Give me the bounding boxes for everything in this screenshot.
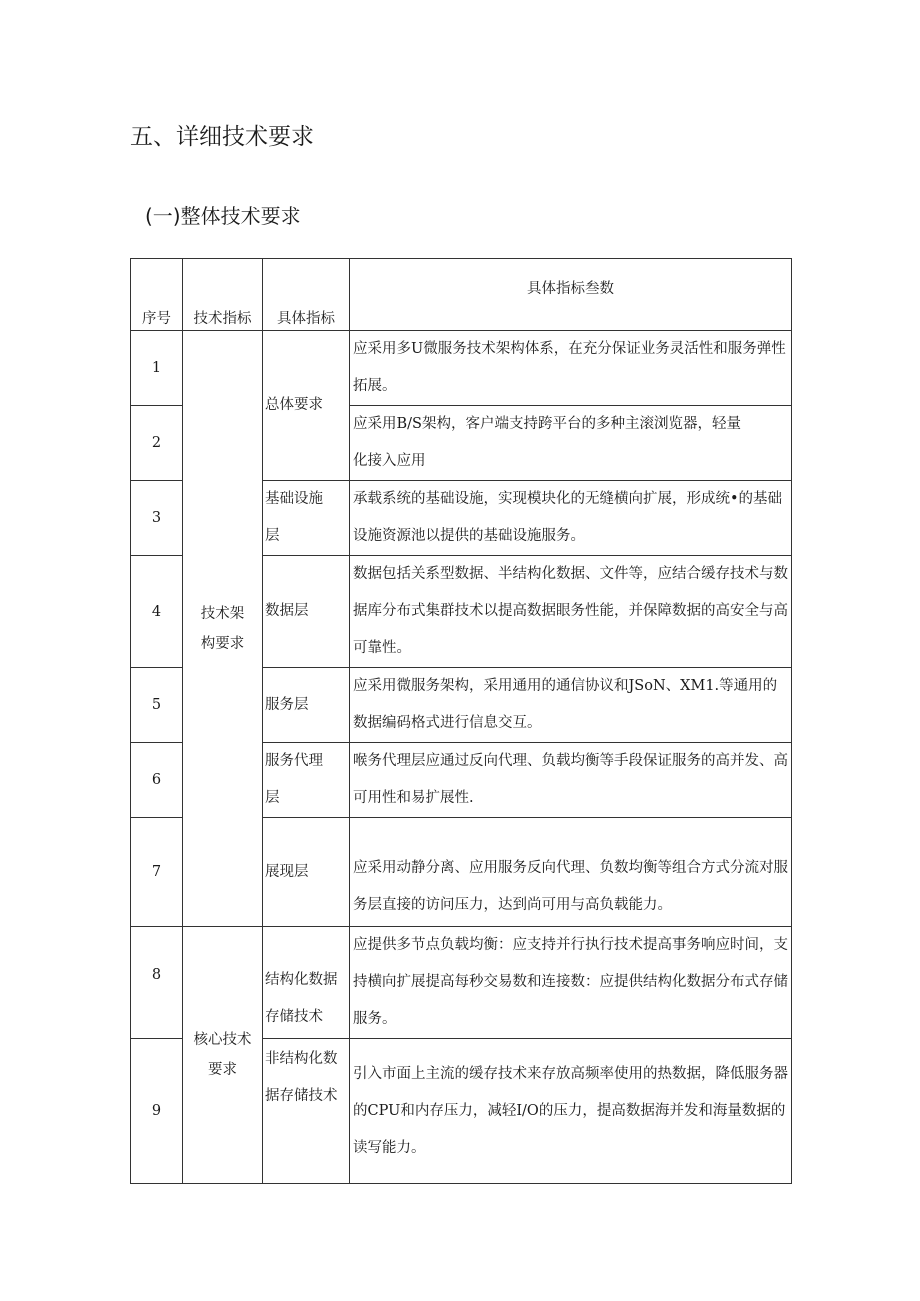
row-no: 2 [131,406,183,481]
row-param: 喉务代理层应通过反向代理、负载均衡等手段保证服务的高并发、高可用性和易扩展性. [350,743,792,818]
header-tech: 技术指标 [183,259,263,331]
row-no: 7 [131,818,183,927]
spec-overall: 总体要求 [263,331,350,481]
header-spec: 具体指标 [263,259,350,331]
header-no: 序号 [131,259,183,331]
group-core: 核心技术要求 [183,927,263,1184]
spec-data-layer: 数据层 [263,556,350,668]
row-param: 数据包括关系型数据、半结构化数据、文件等，应结合缓存技术与数据库分布式集群技术以提高数据眼务性能，并保障数据的高安全与高可靠性。 [350,556,792,668]
spec-infrastructure: 基础设施层 [263,481,350,556]
row-param: 应采用B/S架构，客户端支持跨平台的多种主滚浏览器，轻量化接入应用 [350,406,792,481]
row-param: 应提供多节点负载均衡：应支持并行执行技术提高事务响应时间，支持横向扩展提高每秒交易数和连接数：应提供结构化数据分布式存储服务。 [350,927,792,1039]
row-no: 3 [131,481,183,556]
row-param: 引入市面上主流的缓存技术来存放高频率使用的热数据，降低服务器的CPU和内存压力，减轻I/O的压力，提高数据海并发和海量数据的读写能力。 [350,1039,792,1184]
group-architecture: 技术架构要求 [183,331,263,927]
section-heading: 五、详细技术要求 [130,124,314,150]
table-header-row [131,259,792,331]
requirements-table [130,258,792,1184]
table-row [131,331,792,406]
header-param: 具体指标叁数 [350,259,792,331]
row-param: 承载系统的基础设施，实现模块化的无缝横向扩展，形成统•的基础设施资源池以提供的基础设施服务。 [350,481,792,556]
spec-presentation-layer: 展现层 [263,818,350,927]
row-no: 1 [131,331,183,406]
spec-proxy-layer: 服务代理层 [263,743,350,818]
row-param: 应采用微服务架构，采用通用的通信协议和JSoN、XM1.等通用的数据编码格式进行信息交互。 [350,668,792,743]
spec-structured-storage: 结构化数据存储技术 [263,927,350,1039]
spec-service-layer: 服务层 [263,668,350,743]
row-no: 5 [131,668,183,743]
row-no: 8 [131,927,183,1039]
row-no: 6 [131,743,183,818]
row-no: 4 [131,556,183,668]
row-no: 9 [131,1039,183,1184]
row-param: 应采用多U微服务技术架构体系，在充分保证业务灵活性和服务弹性拓展。 [350,331,792,406]
subsection-heading: (一)整体技术要求 [145,204,301,228]
table-row [131,927,792,1039]
spec-unstructured-storage: 非结构化数据存储技术 [263,1039,350,1184]
row-param: 应采用动静分离、应用服务反向代理、负数均衡等组合方式分流对服务层直接的访问压力，达到尚可用与高负载能力。 [350,818,792,927]
